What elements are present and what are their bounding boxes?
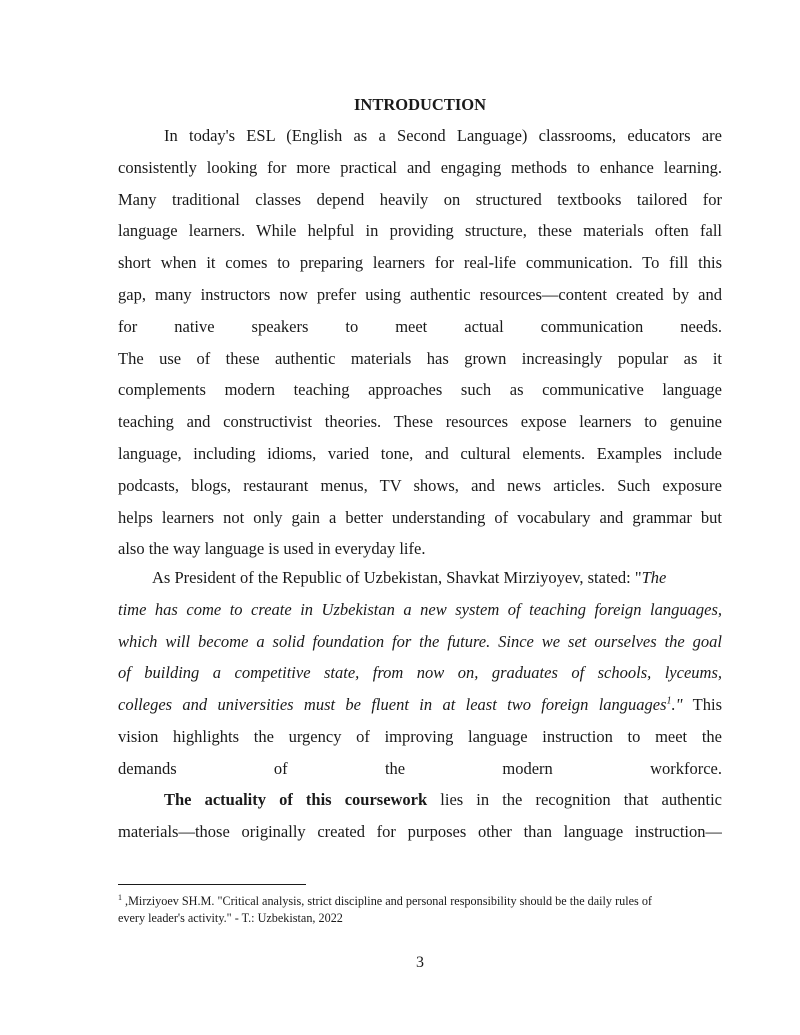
text-line: materials—those originally created for purposes other than language instruction— — [118, 821, 722, 841]
footnote — [118, 893, 728, 927]
footnote-reference[interactable]: 1 — [666, 695, 672, 707]
text-line: language, including idioms, varied tone, and cultural elements. Examples include — [118, 443, 722, 463]
text-line — [118, 626, 722, 658]
text-line: helps learners not only gain a better understanding of vocabulary and grammar but — [118, 507, 722, 527]
quote-text: of building a competitive state, from now on, graduates of schools, lyceums, — [118, 663, 722, 683]
text-line: demands of the modern workforce. — [118, 758, 722, 778]
quote-text: time has come to create in Uzbekistan a new system of teaching foreign languages, — [118, 599, 722, 619]
text-after-quote: This — [682, 695, 722, 715]
footnote-text: ,Mirziyoev SH.M. "Critical analysis, strict discipline and personal responsibility should be the daily rules of — [122, 894, 652, 908]
bold-lead: The actuality of this coursework — [164, 790, 428, 809]
text-line: short when it comes to preparing learners for real-life communication. To fill this — [118, 253, 722, 273]
paragraph-actuality — [118, 784, 722, 848]
page-heading: INTRODUCTION — [353, 95, 487, 114]
quote-text: The — [641, 568, 667, 587]
text-line: podcasts, blogs, restaurant menus, TV shows, and news articles. Such exposure — [118, 475, 722, 495]
footnote-line — [118, 893, 728, 910]
text-line: complements modern teaching approaches such as communicative language — [118, 380, 722, 400]
text-line: In today's ESL (English as a Second Language) classrooms, educators are — [164, 126, 722, 145]
footnote-line: every leader's activity." - T.: Uzbekistan, 2022 — [118, 911, 343, 925]
quote-text: which will become a solid foundation for the future. Since we set ourselves the goal — [118, 631, 722, 651]
text-line — [118, 594, 722, 626]
text-line: also the way language is used in everyday life. — [118, 539, 426, 559]
text-line — [118, 562, 722, 594]
text-line: language learners. While helpful in providing structure, these materials often fall — [118, 221, 722, 241]
text-line: vision highlights the urgency of improving language instruction to meet the — [118, 726, 722, 746]
text-line: consistently looking for more practical and engaging methods to enhance learning. — [118, 157, 722, 177]
text-line: for native speakers to meet actual communication needs. — [118, 316, 722, 336]
text-line — [118, 657, 722, 689]
text-line — [118, 689, 722, 721]
text-line: teaching and constructivist theories. These resources expose learners to genuine — [118, 412, 722, 432]
paragraph-introduction — [118, 120, 722, 565]
quote-text: colleges and universities must be fluent in at least two foreign languages — [118, 695, 667, 715]
footnote-marker: 1 — [118, 892, 122, 902]
quote-end: ." — [671, 695, 683, 715]
text-line: The use of these authentic materials has grown increasingly popular as it — [118, 348, 722, 368]
text-rest: lies in the recognition that authentic — [427, 790, 722, 809]
text-line — [118, 784, 722, 816]
page-number: 3 — [416, 954, 424, 971]
quote-intro: As President of the Republic of Uzbekistan, Shavkat Mirziyoyev, stated: " — [152, 568, 642, 587]
text-line: Many traditional classes depend heavily on structured textbooks tailored for — [118, 189, 722, 209]
footnote-separator — [118, 884, 306, 885]
text-line: gap, many instructors now prefer using authentic resources—content created by and — [118, 284, 722, 304]
paragraph-president-quote — [118, 562, 722, 785]
